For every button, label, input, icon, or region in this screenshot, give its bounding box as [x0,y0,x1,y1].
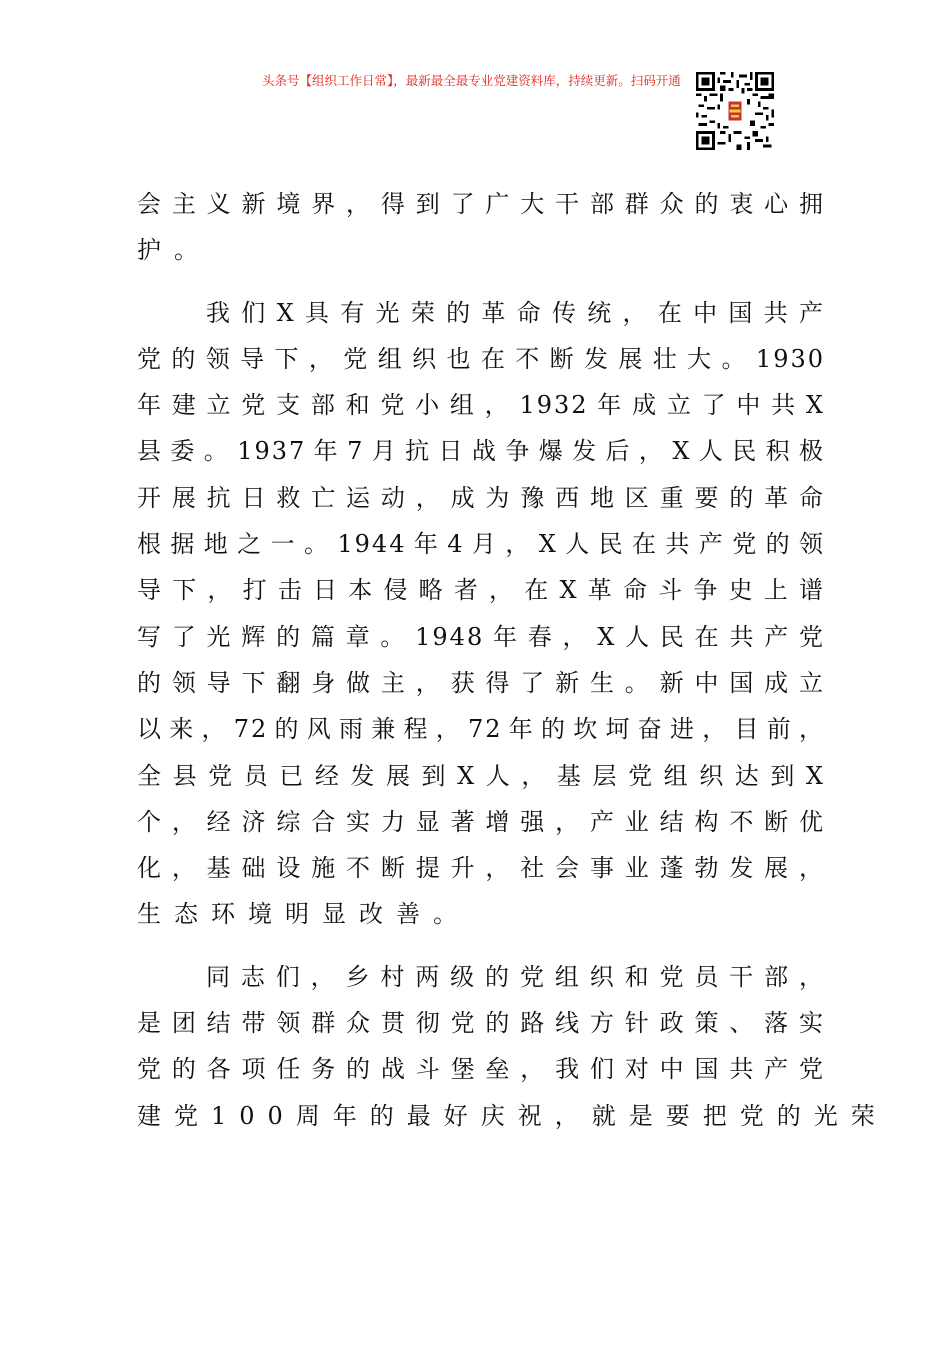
text-line: 同志们，乡村两级的党组织和党员干部， [206,962,825,991]
text-line: 导下，打击日本侵略者，在X革命斗争史上谱 [137,576,825,605]
paragraph [137,290,825,938]
text-line: 个，经济综合实力显著增强，产业结构不断优 [137,807,825,836]
text-line: 护。 [137,236,211,265]
text-line: 会主义新境界，得到了广大干部群众的衷心拥 [137,190,825,218]
document-body [137,181,888,1139]
text-line: 县委。1937年7月抗日战争爆发后，X人民积极 [137,437,825,466]
qr-code [696,72,774,150]
paragraph [137,954,888,1139]
text-line: 全县党员已经发展到X人，基层党组织达到X [137,761,825,790]
text-line: 生态环境明显改善。 [137,900,470,929]
text-line: 化，基础设施不断提升，社会事业蓬勃发展， [137,854,825,883]
text-line: 开展抗日救亡运动，成为豫西地区重要的革命 [137,483,825,512]
text-line: 年建立党支部和党小组，1932年成立了中共X [137,391,825,420]
text-line: 党的领导下，党组织也在不断发展壮大。1930 [137,344,825,373]
text-line: 是团结带领群众贯彻党的路线方针政策、落实 [137,1009,825,1038]
text-line: 建党100周年的最好庆祝，就是要把党的光荣 [137,1101,888,1130]
qr-code-icon [696,72,774,150]
paragraph-gap [137,274,825,290]
paragraph-gap [137,938,825,954]
text-line: 我们X具有光荣的革命传统，在中国共产 [206,298,825,327]
text-line: 党的各项任务的战斗堡垒，我们对中国共产党 [137,1055,825,1084]
paragraph [137,181,825,274]
text-line: 根据地之一。1944年4月，X人民在共产党的领 [137,530,825,559]
text-line: 写了光辉的篇章。1948年春，X人民在共产党 [137,622,825,651]
text-line: 的领导下翻身做主，获得了新生。新中国成立 [137,668,825,697]
header-banner: 头条号【组织工作日常】，最新最全最专业党建资料库，持续更新。扫码开通 [262,73,681,88]
text-line: 以来，72的风雨兼程，72年的坎坷奋进，目前， [137,715,825,744]
